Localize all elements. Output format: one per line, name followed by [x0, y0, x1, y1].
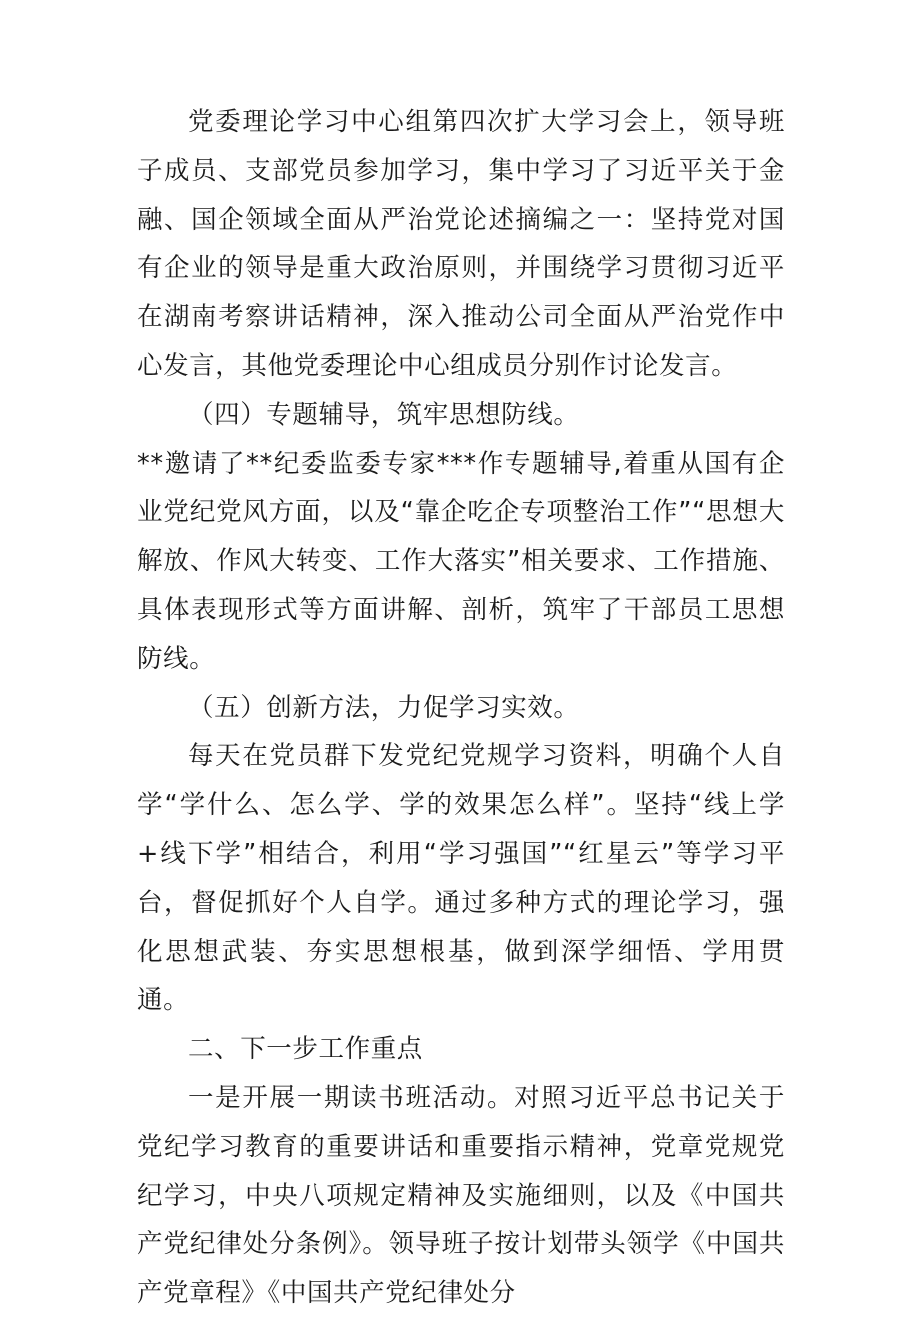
- paragraph-daily-study: 每天在党员群下发党纪党规学习资料，明确个人自学“学什么、怎么学、学的效果怎么样”。坚持“线上学+线下学”相结合，利用“学习强国”“红星云”等学习平台，督促抓好个人自学。通过多种方式的理论学习，强化思想武装、夯实思想根基，做到深学细悟、学用贯通。: [137, 741, 785, 1016]
- heading-innovative-methods: （五）创新方法，力促学习实效。: [188, 692, 580, 723]
- paragraph-reading-class: 一是开展一期读书班活动。对照习近平总书记关于党纪学习教育的重要讲话和重要指示精神，党章党规党纪学习，中央八项规定精神及实施细则，以及《中国共产党纪律处分条例》。领导班子按计划带头领学《中国共产党章程》《中国共产党纪律处分: [137, 1082, 785, 1309]
- paragraph-study-meeting: 党委理论学习中心组第四次扩大学习会上，领导班子成员、支部党员参加学习，集中学习了习近平关于金融、国企领域全面从严治党论述摘编之一：坚持党对国有企业的领导是重大政治原则，并围绕学习贯彻习近平在湖南考察讲话精神，深入推动公司全面从严治党作中心发言，其他党委理论中心组成员分别作讨论发言。: [137, 107, 785, 381]
- heading-next-steps: 二、下一步工作重点: [188, 1034, 423, 1065]
- document-body: [137, 98, 785, 1318]
- paragraph-expert-guidance: **邀请了**纪委监委专家***作专题辅导,着重从国有企业党纪党风方面，以及“靠企吃企专项整治工作”“思想大解放、作风大转变、工作大落实”相关要求、工作措施、具体表现形式等方面讲解、剖析，筑牢了干部员工思想防线。: [137, 448, 785, 674]
- heading-special-guidance: （四）专题辅导，筑牢思想防线。: [188, 399, 580, 430]
